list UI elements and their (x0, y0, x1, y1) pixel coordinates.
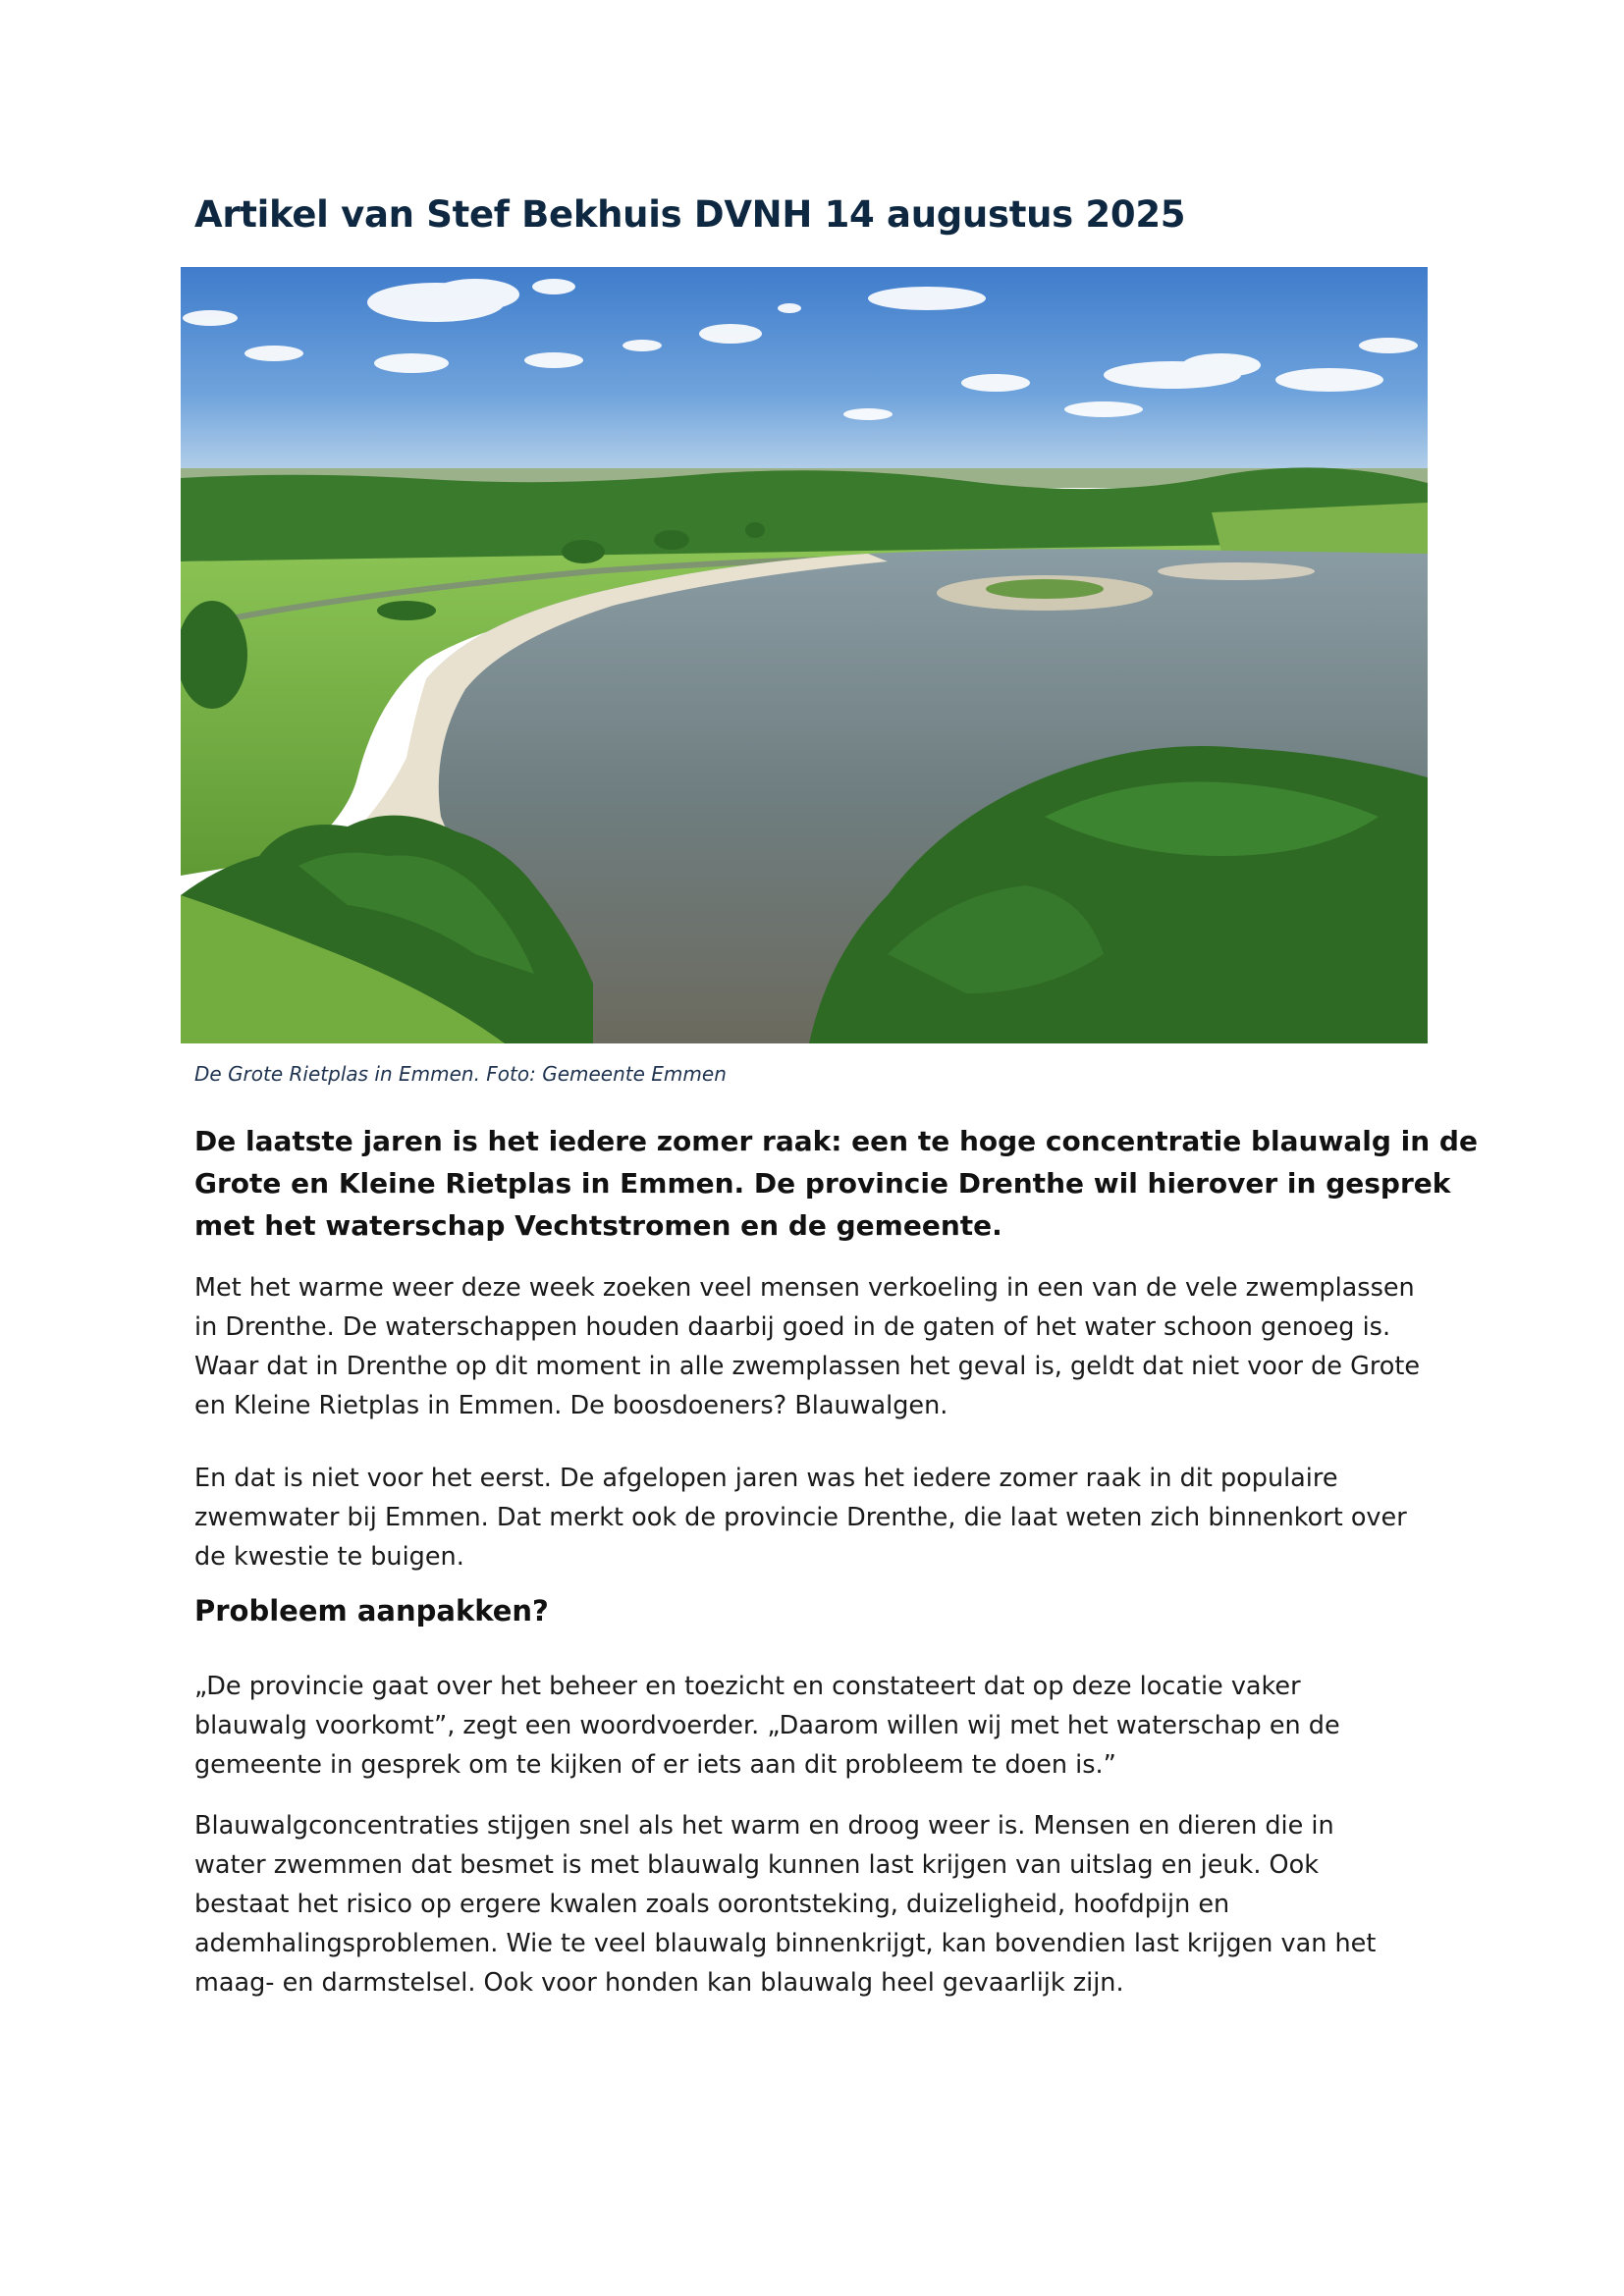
photo-caption: De Grote Rietplas in Emmen. Foto: Gemeente Emmen (194, 1062, 727, 1086)
section-heading: Probleem aanpakken? (194, 1594, 549, 1628)
paragraph-line: en Kleine Rietplas in Emmen. De boosdoeners? Blauwalgen. (194, 1391, 948, 1420)
lead-line: met het waterschap Vechtstromen en de gemeente. (194, 1209, 1002, 1242)
paragraph-line: ademhalingsproblemen. Wie te veel blauwalg binnenkrijgt, kan bovendien last krijgen van het (194, 1929, 1377, 1958)
paragraph-line: Met het warme weer deze week zoeken veel mensen verkoeling in een van de vele zwemplassen (194, 1273, 1415, 1303)
paragraph-line: water zwemmen dat besmet is met blauwalg kunnen last krijgen van uitslag en jeuk. Ook (194, 1850, 1319, 1880)
paragraph-line: gemeente in gesprek om te kijken of er iets aan dit probleem te doen is.” (194, 1750, 1116, 1780)
paragraph-line: Blauwalgconcentraties stijgen snel als het warm en droog weer is. Mensen en dieren die in (194, 1811, 1334, 1841)
article-title: Artikel van Stef Bekhuis DVNH 14 augustus 2025 (194, 193, 1186, 236)
body-paragraph-2 (194, 1459, 1471, 1576)
paragraph-line: Waar dat in Drenthe op dit moment in alle zwemplassen het geval is, geldt dat niet voor de Grote (194, 1352, 1421, 1381)
lead-line: Grote en Kleine Rietplas in Emmen. De provincie Drenthe wil hierover in gesprek (194, 1167, 1451, 1200)
paragraph-line: maag- en darmstelsel. Ook voor honden kan blauwalg heel gevaarlijk zijn. (194, 1968, 1124, 1998)
body-paragraph-4 (194, 1806, 1471, 2002)
body-paragraph-3 (194, 1667, 1471, 1785)
paragraph-line: de kwestie te buigen. (194, 1542, 464, 1572)
paragraph-line: bestaat het risico op ergere kwalen zoals oorontsteking, duizeligheid, hoofdpijn en (194, 1890, 1230, 1919)
paragraph-line: in Drenthe. De waterschappen houden daarbij goed in de gaten of het water schoon genoeg is. (194, 1312, 1391, 1342)
paragraph-line: blauwalg voorkomt”, zegt een woordvoerder. „Daarom willen wij met het waterschap en de (194, 1711, 1340, 1740)
paragraph-line: zwemwater bij Emmen. Dat merkt ook de provincie Drenthe, die laat weten zich binnenkort over (194, 1503, 1407, 1532)
paragraph-line: „De provincie gaat over het beheer en toezicht en constateert dat op deze locatie vaker (194, 1672, 1301, 1701)
lake-photo (181, 267, 1428, 1043)
lead-line: De laatste jaren is het iedere zomer raak: een te hoge concentratie blauwalg in de (194, 1125, 1478, 1157)
body-paragraph-1 (194, 1268, 1471, 1425)
article-lead (194, 1120, 1478, 1247)
paragraph-line: En dat is niet voor het eerst. De afgelopen jaren was het iedere zomer raak in dit populaire (194, 1464, 1338, 1493)
